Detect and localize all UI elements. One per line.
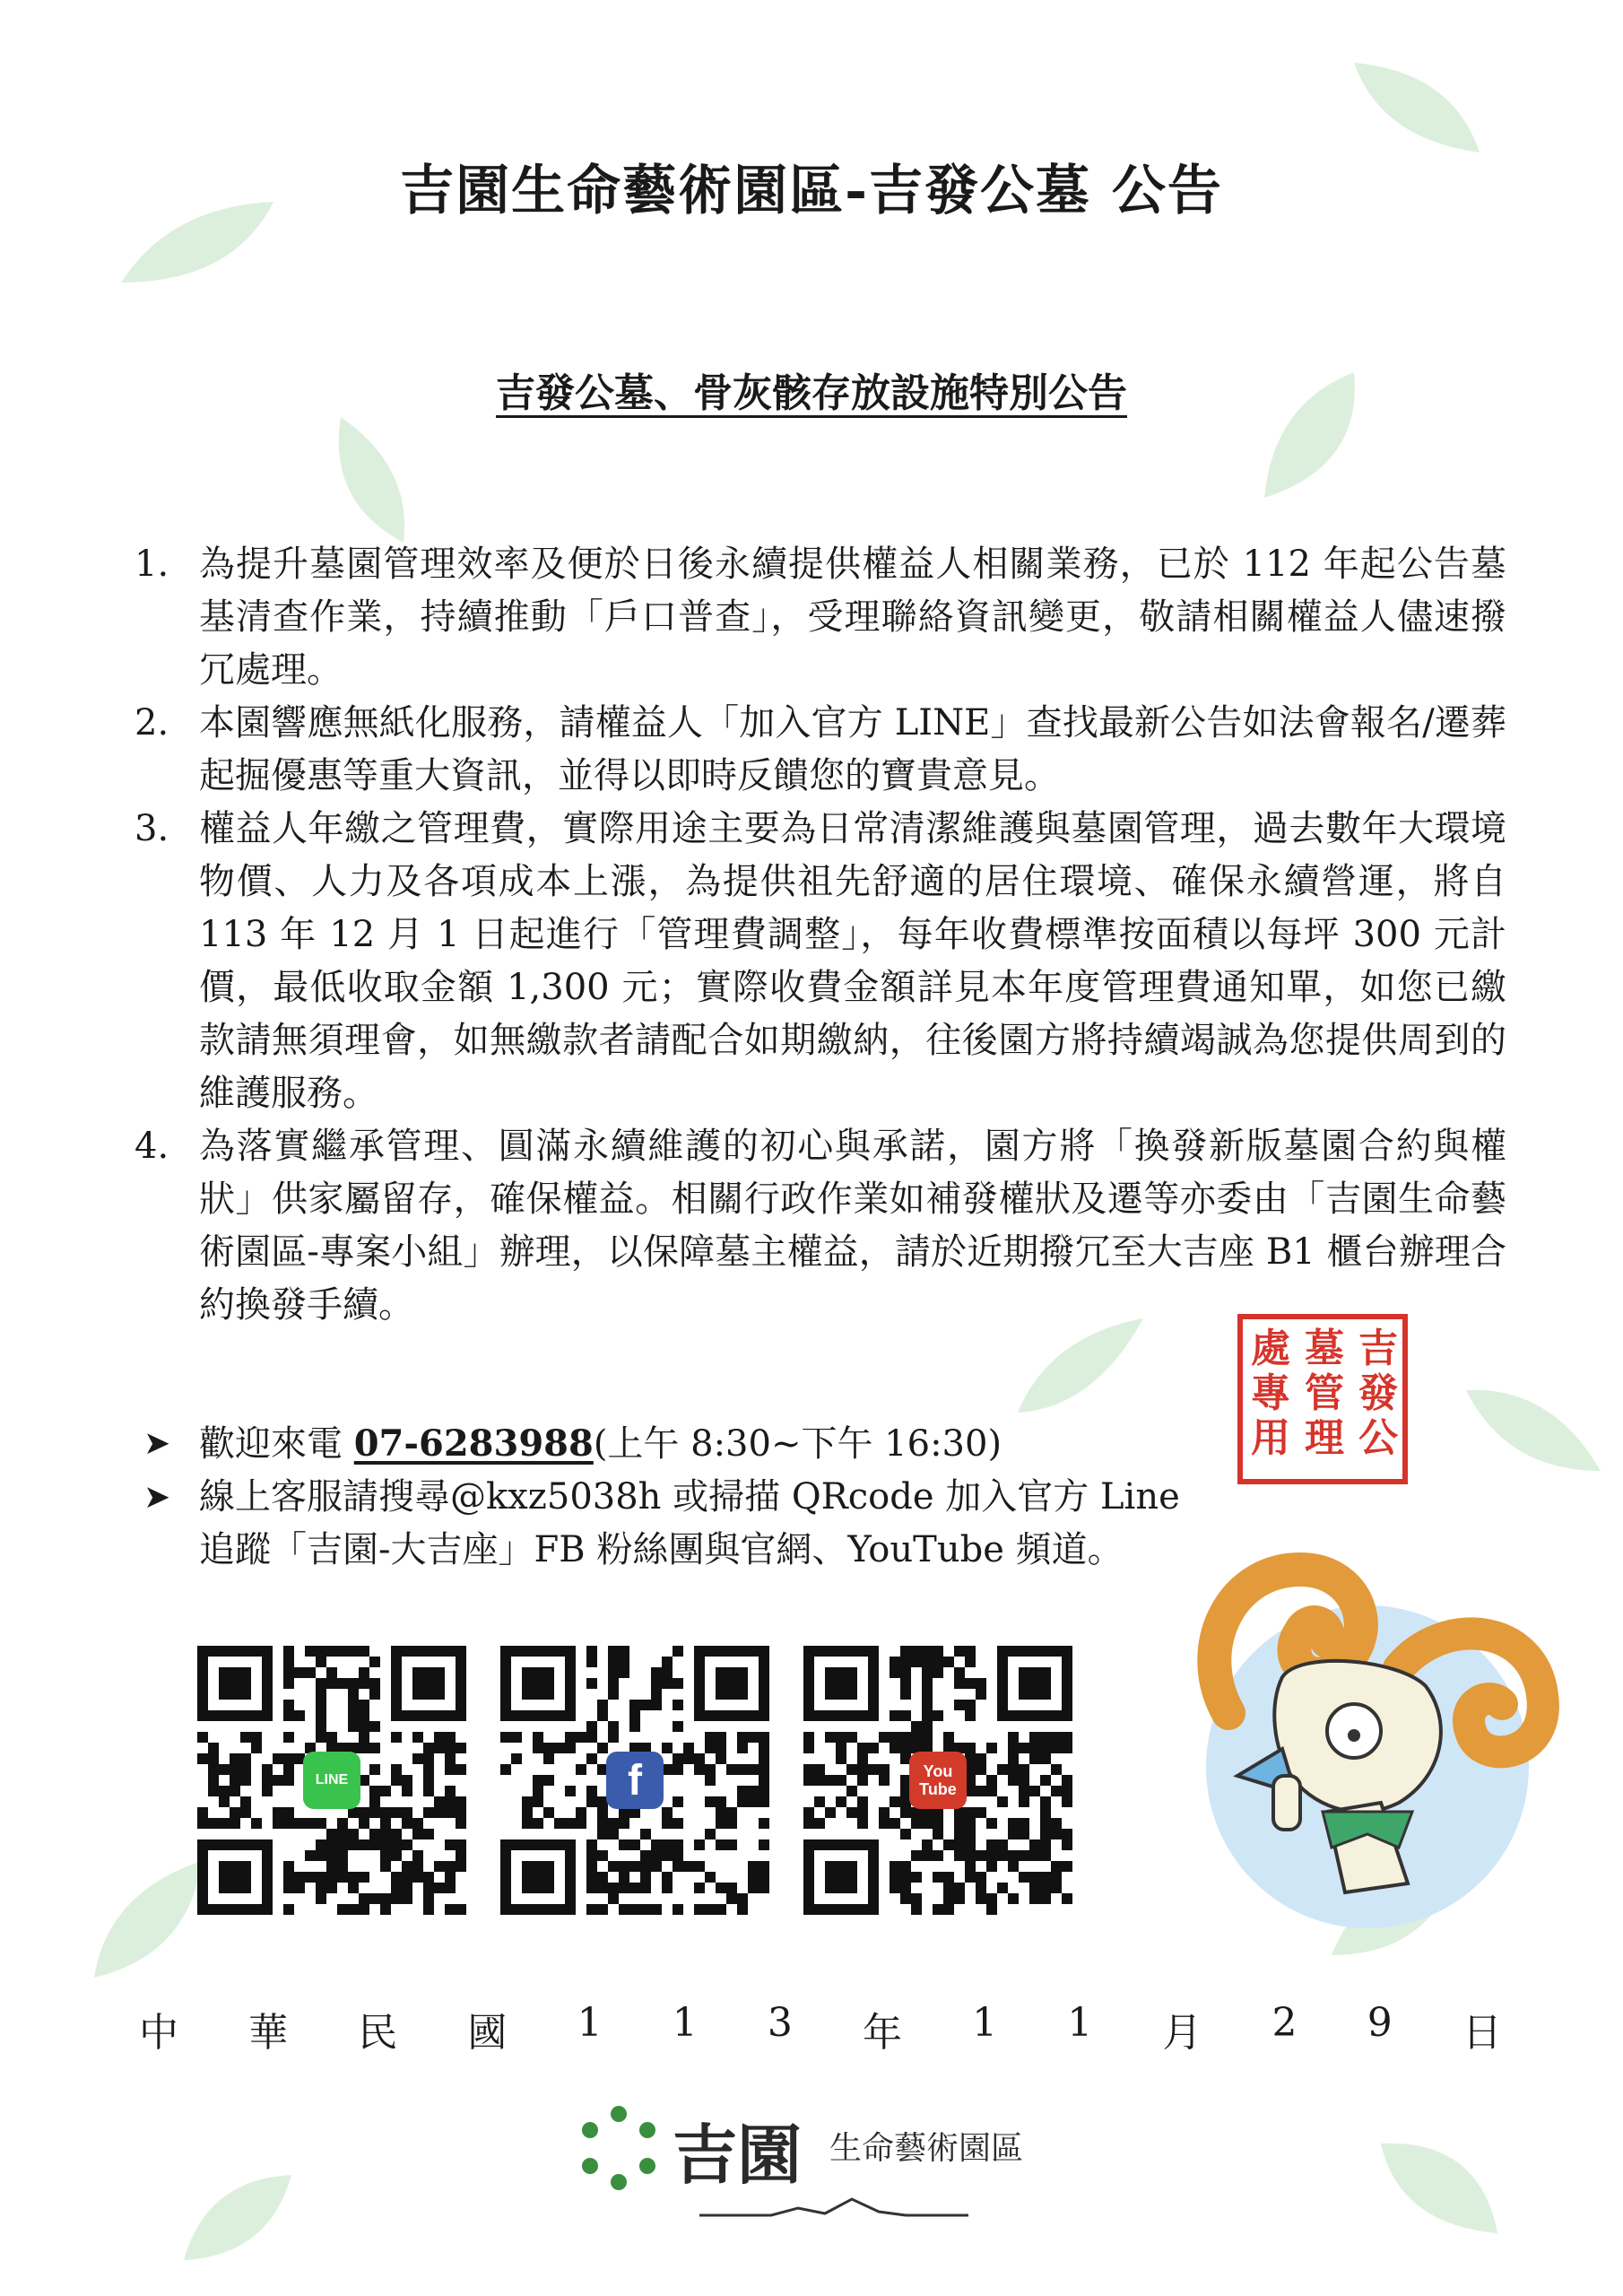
- ram-mascot-illustration: [1175, 1507, 1560, 1928]
- phone-number[interactable]: 07-6283988: [353, 1422, 594, 1465]
- qr-code-youtube[interactable]: [803, 1646, 1072, 1915]
- page-subtitle: [0, 361, 1623, 418]
- list-item: [135, 1120, 1506, 1332]
- follow-text: 追蹤「吉園-大吉座」FB 粉絲團與官網、YouTube 頻道。: [199, 1529, 1124, 1570]
- date-char: 中: [139, 2010, 178, 2056]
- svg-text:處: 處: [1251, 1326, 1290, 1371]
- item-text: 為落實繼承管理、圓滿永續維護的初心與承諾，園方將「換發新版墓園合約與權狀」供家屬留存，確保權益。相關行政作業如補發權狀及遷等亦委由「吉園生命藝術園區-專案小組」辦理，以保障墓主權益，請於近期撥冗至大吉座 B1 櫃台辦理合約換發手續。: [199, 1126, 1506, 1326]
- qr-code-line[interactable]: [197, 1646, 466, 1915]
- brand-logo-text: 吉園: [673, 2117, 803, 2193]
- phone-prefix: 歡迎來電: [199, 1423, 354, 1465]
- leaf-decoration-icon: [1462, 1381, 1605, 1480]
- qr-code-row: [197, 1646, 1072, 1915]
- item-number: 2.: [135, 702, 169, 744]
- date-char: 月: [1162, 2010, 1202, 2056]
- date-char: 1: [972, 2000, 998, 2046]
- phone-hours: (上午 8:30~下午 16:30): [593, 1423, 1002, 1465]
- date-char: 年: [862, 2010, 902, 2056]
- svg-text:發: 發: [1358, 1370, 1398, 1416]
- date-char: 日: [1462, 2010, 1502, 2056]
- svg-text:用: 用: [1251, 1415, 1290, 1461]
- facebook-icon: f: [606, 1752, 664, 1809]
- leaf-decoration-icon: [1372, 2135, 1506, 2242]
- logo-ring-icon: [574, 2103, 664, 2193]
- line-info-line: [143, 1471, 1273, 1524]
- item-number: 4.: [135, 1126, 169, 1167]
- svg-text:管: 管: [1305, 1370, 1344, 1416]
- line-icon: LINE: [303, 1752, 360, 1809]
- date-char: 國: [467, 2010, 508, 2056]
- svg-text:公: 公: [1358, 1415, 1398, 1461]
- subtitle-text: 吉發公墓、骨灰骸存放設施特別公告: [496, 370, 1127, 416]
- item-text: 權益人年繳之管理費，實際用途主要為日常清潔維護與墓園管理，過去數年大環境物價、人力及各項成本上漲，為提供祖先舒適的居住環境、確保永續營運，將自 113 年 12 月 1 日起進行「管理費調整」，每年收費標準按面積以每坪 300 元計價，最低收取金額 1,300 元；實際收費金額詳見本年度管理費通知單，如您已繳款請無須理會，如無繳款者請配合如期繳納，往後園方將持續竭誠為您提供周到的維護服務。: [199, 808, 1506, 1114]
- brand-subtitle: 生命藝術園區: [829, 2130, 1024, 2167]
- phone-line: [143, 1417, 1273, 1471]
- date-char: 9: [1367, 2000, 1393, 2046]
- list-item: [135, 697, 1506, 803]
- date-char: 民: [358, 2010, 398, 2056]
- leaf-decoration-icon: [323, 413, 421, 547]
- item-number: 3.: [135, 808, 169, 849]
- follow-line: [143, 1524, 1273, 1577]
- item-text: 本園響應無紙化服務，請權益人「加入官方 LINE」查找最新公告如法會報名/遷葬起掘優惠等重大資訊，並得以即時反饋您的寶貴意見。: [199, 702, 1506, 796]
- date-char: 3: [767, 2000, 793, 2046]
- announcement-date: [139, 2000, 1502, 2057]
- mountain-line-icon: [699, 2188, 968, 2224]
- page-title: 吉園生命藝術園區-吉發公墓 公告: [400, 160, 1223, 222]
- svg-text:吉: 吉: [1358, 1326, 1398, 1371]
- item-number: 1.: [135, 544, 169, 585]
- contact-section: [143, 1417, 1273, 1577]
- arrow-bullet-icon: ➤: [143, 1425, 171, 1462]
- date-char: 華: [248, 2010, 289, 2056]
- date-char: 1: [577, 2000, 603, 2046]
- leaf-decoration-icon: [1345, 54, 1488, 161]
- leaf-decoration-icon: [90, 1857, 206, 1982]
- leaf-decoration-icon: [179, 2170, 296, 2269]
- footer-logo: [574, 2094, 1076, 2229]
- svg-text:墓: 墓: [1305, 1326, 1344, 1371]
- announcement-list: [135, 538, 1506, 1332]
- list-item: [135, 538, 1506, 697]
- list-item: [135, 803, 1506, 1120]
- phone-info: [199, 1417, 1002, 1471]
- qr-code-facebook[interactable]: [500, 1646, 769, 1915]
- date-char: 1: [1067, 2000, 1093, 2046]
- item-text: 為提升墓園管理效率及便於日後永續提供權益人相關業務，已於 112 年起公告墓基清查作業，持續推動「戶口普查」，受理聯絡資訊變更，敬請相關權益人儘速撥冗處理。: [199, 544, 1506, 691]
- youtube-icon: You Tube: [909, 1752, 967, 1809]
- svg-text:專: 專: [1251, 1370, 1290, 1416]
- arrow-bullet-icon: ➤: [143, 1479, 171, 1516]
- date-char: 2: [1271, 2000, 1298, 2046]
- svg-text:理: 理: [1305, 1415, 1344, 1461]
- date-char: 1: [672, 2000, 698, 2046]
- line-info-text: 線上客服請搜尋@kxz5038h 或掃描 QRcode 加入官方 Line: [199, 1476, 1180, 1518]
